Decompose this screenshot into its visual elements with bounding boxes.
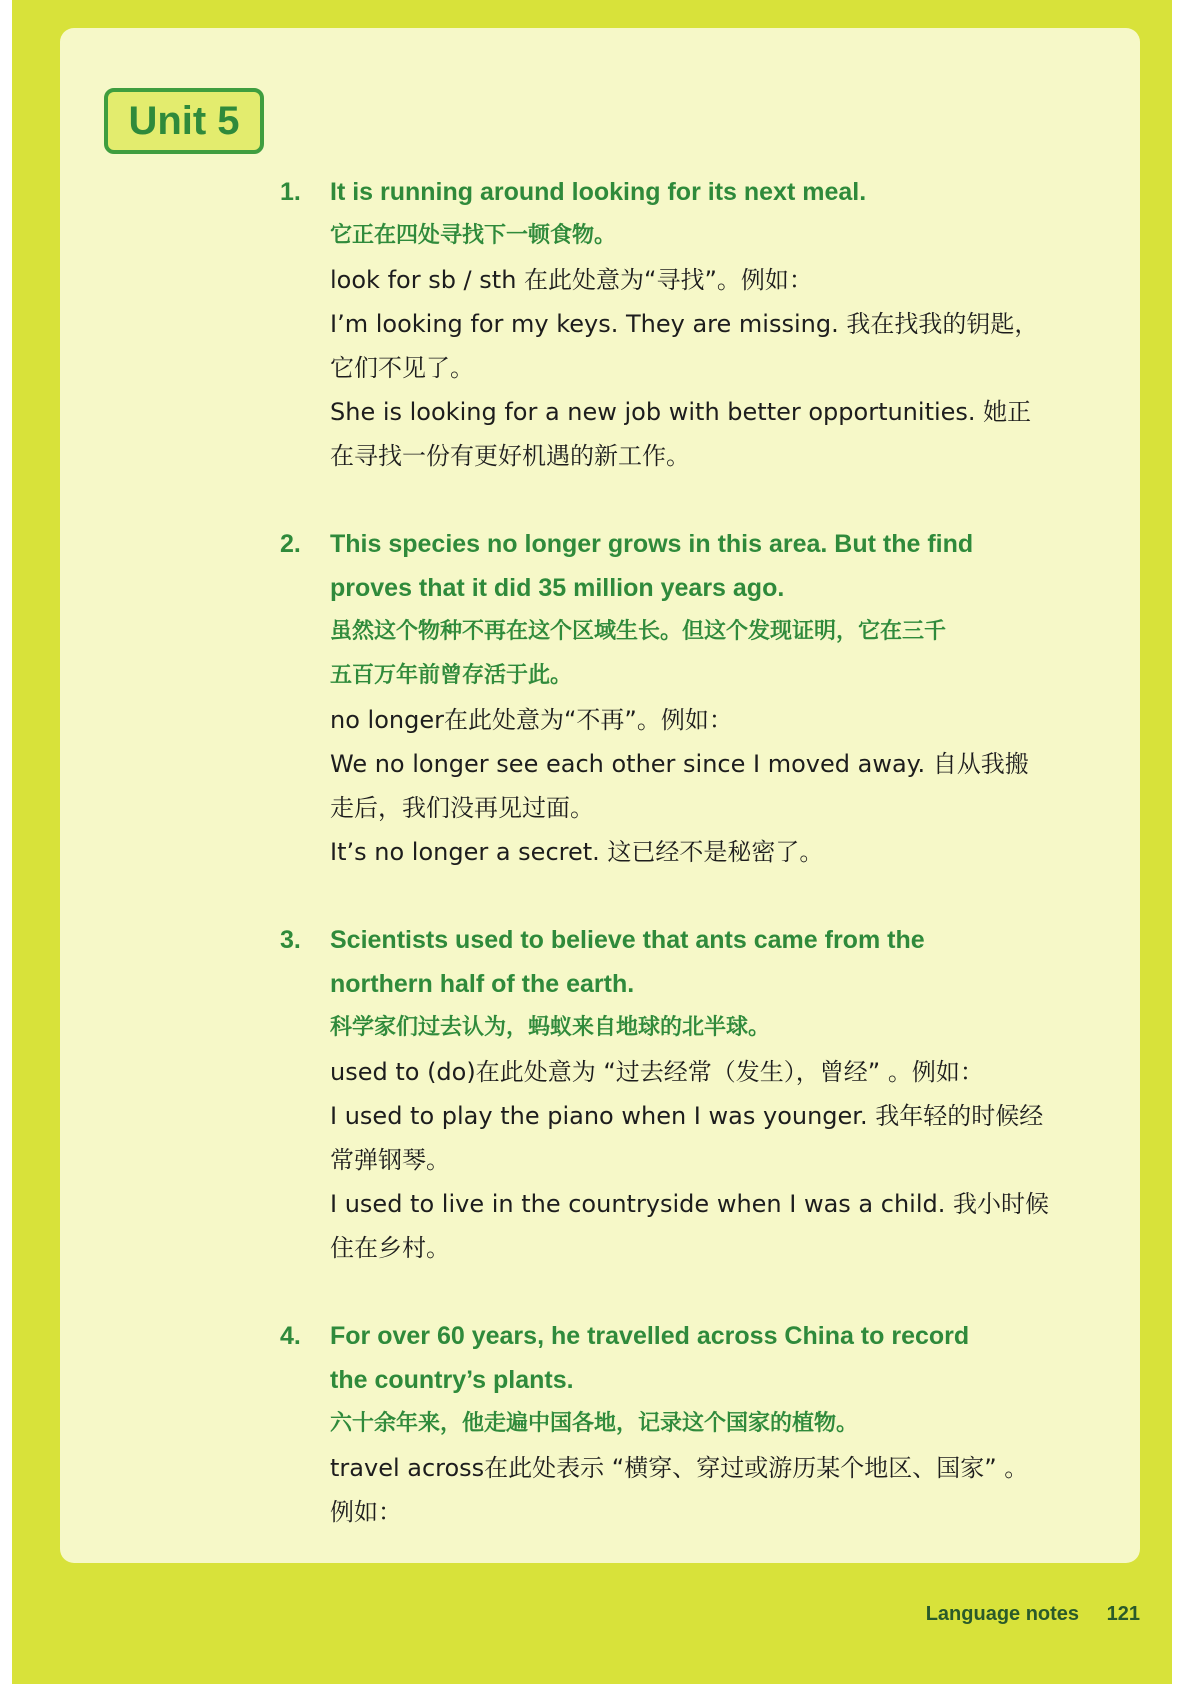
note-number: 1. — [280, 178, 301, 206]
note-line: travel across在此处表示 “横穿、穿过或游历某个地区、国家” 。 — [330, 1454, 1029, 1482]
note-heading-en: proves that it did 35 million years ago. — [330, 574, 785, 602]
note-heading-en: This species no longer grows in this area. But the find — [330, 530, 974, 558]
note-line: look for sb / sth 在此处意为“寻找”。例如： — [330, 266, 813, 294]
note-line: 走后，我们没再见过面。 — [330, 794, 594, 822]
note-line: 它们不见了。 — [330, 354, 474, 382]
note-heading-en: For over 60 years, he travelled across China to record — [330, 1322, 970, 1350]
note-heading-en: It is running around looking for its next meal. — [330, 178, 867, 206]
note-line: I’m looking for my keys. They are missing. 我在找我的钥匙， — [330, 310, 1039, 338]
note-heading-zh: 虽然这个物种不再在这个区域生长。但这个发现证明，它在三千 — [330, 619, 947, 644]
note-line: 常弹钢琴。 — [330, 1146, 450, 1174]
note-line: 在寻找一份有更好机遇的新工作。 — [330, 442, 690, 470]
note-2 — [280, 522, 1060, 874]
section-label: Language notes — [925, 1603, 1080, 1625]
note-heading-en: the country’s plants. — [330, 1366, 574, 1394]
note-line: used to (do)在此处意为 “过去经常（发生），曾经” 。例如： — [330, 1058, 984, 1086]
note-heading-zh: 它正在四处寻找下一顿食物。 — [330, 223, 617, 248]
note-heading-zh: 科学家们过去认为，蚂蚁来自地球的北半球。 — [330, 1015, 771, 1040]
note-number: 2. — [280, 530, 301, 558]
note-1 — [280, 170, 1060, 478]
note-number: 4. — [280, 1322, 301, 1350]
note-line: 住在乡村。 — [330, 1234, 450, 1262]
unit-badge: Unit 5 — [104, 88, 264, 154]
note-line: 例如： — [330, 1498, 402, 1526]
note-line: She is looking for a new job with better opportunities. 她正 — [330, 398, 1032, 426]
note-3 — [280, 918, 1060, 1270]
page-number: 121 — [1106, 1603, 1140, 1625]
note-line: I used to live in the countryside when I was a child. 我小时候 — [330, 1190, 1050, 1218]
note-heading-zh: 六十余年来，他走遍中国各地，记录这个国家的植物。 — [330, 1411, 859, 1436]
note-line: no longer在此处意为“不再”。例如： — [330, 706, 733, 734]
note-heading-en: Scientists used to believe that ants came from the — [330, 926, 925, 954]
page-footer — [926, 1603, 1140, 1626]
note-4 — [280, 1314, 1060, 1534]
note-heading-zh: 五百万年前曾存活于此。 — [330, 663, 573, 688]
note-line: It’s no longer a secret. 这已经不是秘密了。 — [330, 838, 824, 866]
note-line: I used to play the piano when I was younger. 我年轻的时候经 — [330, 1102, 1044, 1130]
note-heading-en: northern half of the earth. — [330, 970, 635, 998]
notes-list — [280, 170, 1060, 1578]
note-line: We no longer see each other since I moved away. 自从我搬 — [330, 750, 1029, 778]
note-number: 3. — [280, 926, 301, 954]
